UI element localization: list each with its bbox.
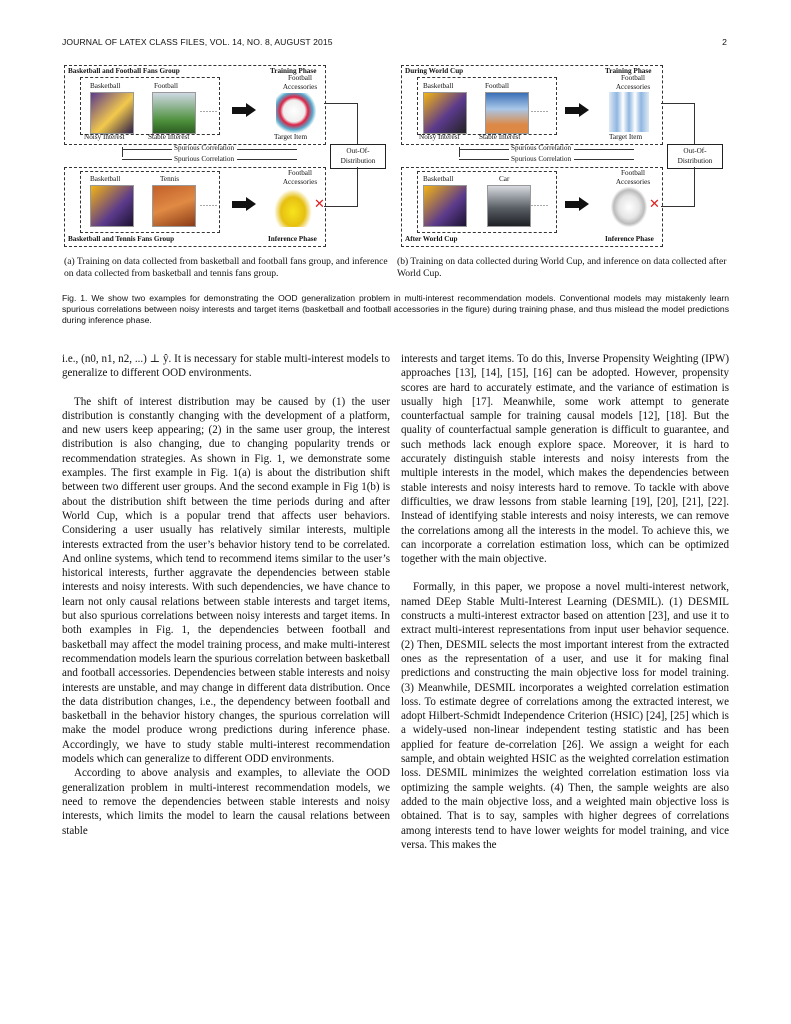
connector bbox=[357, 103, 358, 144]
arrow-head bbox=[246, 197, 256, 211]
inf-other-label: Car bbox=[499, 175, 510, 183]
noisy-interest-label: Noisy Interest bbox=[419, 133, 460, 141]
connector bbox=[324, 206, 358, 207]
basketball-label: Basketball bbox=[90, 82, 121, 90]
connector bbox=[574, 159, 634, 160]
target-item-label: Target Item bbox=[274, 133, 308, 141]
basketball-image bbox=[90, 92, 134, 134]
journal-title: JOURNAL OF LATEX CLASS FILES, VOL. 14, NO. 8, AUGUST 2015 bbox=[62, 37, 333, 47]
target-item-image bbox=[276, 93, 316, 133]
training-phase-label: Training Phase bbox=[270, 67, 317, 75]
inf-other-label: Tennis bbox=[160, 175, 180, 183]
inf-car-image bbox=[487, 185, 531, 227]
arrow-body bbox=[232, 107, 246, 114]
ellipsis: ...... bbox=[531, 105, 549, 114]
connector bbox=[661, 206, 695, 207]
paragraph: The shift of interest distribution may be caused by (1) the user distribution is constantly changing with the development of a platform, and new users keep appearing; (2) in the same user group, the interest distribution is also changing, due to changing popularity trends or recommendation strategies. As shown in Fig. 1, we demonstrate some examples. The first example in Fig. 1(a) is about the distribution shift between two different user groups. And the second example in Fig 1(b) is about the distribution shift between the time periods during and after World Cup, which is a popular trend that affects user behaviors. Considering a user usually has relatively similar interests, multiple interests extracted from the user’s behavior history tend to be correlated. And online systems, which tend to recommend items similar to the user’s historical interests, further aggravate the dependencies between stable interests and noisy interests. With such dependencies, we have chance to learn not only causal relations between stable interests and target items, but also spurious correlations between noisy interests and target items. In both examples in Fig. 1, the dependencies between football and basketball may affect the model training process, and make multi-interest recommendation models learn the spurious correlation between basketball and football accessories. Dependencies between stable interests and noisy interests are unstable, and may change in different data distribution. Once the data distribution changes, i.e., the dependency between football and basketball in the behavior history changes, the spurious correlation will make the model produce wrong predictions during inference phase. Accordingly, we have to study stable multi-interest recommendation models which can generalize to different ODD environments. bbox=[62, 395, 390, 766]
inf-basketball-image bbox=[423, 185, 467, 227]
inference-group-label: Basketball and Tennis Fans Group bbox=[68, 235, 175, 243]
football-label: Football bbox=[154, 82, 178, 90]
arrow-head bbox=[579, 103, 589, 117]
target-label: Football Accessories bbox=[282, 74, 318, 91]
ellipsis: ...... bbox=[200, 199, 218, 208]
noisy-interest-label: Noisy Interest bbox=[84, 133, 125, 141]
connector bbox=[459, 149, 509, 150]
stable-interest-label: Stable Interest bbox=[479, 133, 521, 141]
spurious-correlation-2: Spurious Correlation bbox=[174, 155, 235, 163]
connector bbox=[574, 149, 634, 150]
wrong-prediction-icon: ✕ bbox=[314, 197, 325, 212]
inf-other-image bbox=[152, 185, 196, 227]
figure-caption: Fig. 1. We show two examples for demonstrating the OOD generalization problem in multi-interest recommendation models. Conventional models may mistakenly learn spurious correlations between noisy interests and target items (basketball and football accessories in the figure) during training phase, and thus mislead the model predictions during inference phase. bbox=[62, 293, 729, 326]
target-label: Football Accessories bbox=[615, 74, 651, 91]
inf-target-image bbox=[611, 187, 647, 227]
basketball-label: Basketball bbox=[423, 82, 454, 90]
body-right-column bbox=[401, 352, 729, 852]
inf-basketball-label: Basketball bbox=[90, 175, 121, 183]
inf-target-label: Football Accessories bbox=[282, 169, 318, 186]
connector bbox=[324, 103, 358, 104]
training-phase-label: Training Phase bbox=[605, 67, 652, 75]
inference-phase-label: Inference Phase bbox=[605, 235, 654, 243]
wrong-prediction-icon: ✕ bbox=[649, 197, 660, 212]
arrow-body bbox=[565, 201, 579, 208]
arrow-body bbox=[565, 107, 579, 114]
page-header bbox=[62, 37, 727, 47]
page-number: 2 bbox=[722, 37, 727, 47]
paragraph: According to above analysis and examples, to alleviate the OOD generalization problem in multi-interest recommendation models, we need to remove the dependencies between stable interests and noisy interests, which limits the model to learn the causal relations between stable bbox=[62, 767, 390, 837]
training-group-label: Basketball and Football Fans Group bbox=[68, 67, 180, 75]
target-item-image bbox=[609, 92, 649, 132]
spurious-correlation-1: Spurious Correlation bbox=[511, 144, 572, 152]
football-image bbox=[152, 92, 196, 134]
football-image bbox=[485, 92, 529, 134]
figure-panel-b bbox=[399, 63, 729, 249]
ellipsis: ...... bbox=[200, 105, 218, 114]
connector bbox=[694, 103, 695, 144]
connector bbox=[122, 159, 172, 160]
connector bbox=[237, 159, 297, 160]
inference-phase-label: Inference Phase bbox=[268, 235, 317, 243]
connector bbox=[459, 159, 509, 160]
subcaption-b: (b) Training on data collected during World Cup, and inference on data collected after World Cup. bbox=[397, 256, 727, 279]
connector bbox=[357, 167, 358, 207]
body-left-column bbox=[62, 352, 390, 838]
ood-box: Out-Of-Distribution bbox=[667, 144, 723, 169]
connector bbox=[122, 149, 172, 150]
connector bbox=[661, 103, 695, 104]
training-group-label: During World Cup bbox=[405, 67, 464, 75]
arrow-head bbox=[579, 197, 589, 211]
subcaption-a: (a) Training on data collected from basketball and football fans group, and inference on data collected from basketball and tennis fans group. bbox=[64, 256, 388, 279]
arrow-head bbox=[246, 103, 256, 117]
target-item-label: Target Item bbox=[609, 133, 643, 141]
basketball-image bbox=[423, 92, 467, 134]
connector bbox=[694, 167, 695, 207]
figure-panel-a bbox=[62, 63, 392, 249]
ellipsis: ...... bbox=[531, 199, 549, 208]
paragraph: i.e., (n0, n1, n2, ...) ⊥ ŷ. It is necessary for stable multi-interest models to generalize to different OOD environments. bbox=[62, 353, 390, 380]
inf-basketball-label: Basketball bbox=[423, 175, 454, 183]
spurious-correlation-2: Spurious Correlation bbox=[511, 155, 572, 163]
inference-group-label: After World Cup bbox=[405, 235, 458, 243]
spurious-correlation-1: Spurious Correlation bbox=[174, 144, 235, 152]
paragraph: interests and target items. To do this, Inverse Propensity Weighting (IPW) approaches [13], [14], [15], [16] can be adopted. However, propensity scores are hard to accurately estimate, and the variance of estimation is usually high [17]. Meanwhile, some work attempt to generate counterfactual sample for training causal models [12], [18]. But the quality of counterfactual sample generation is difficult to guarantee, and such methods lack enough explore space. Moreover, it is hard to accurately distinguish stable interests and noisy interests from the multiple interests in the model, which makes the dependencies between stable interests and noisy interests hard to remove. To tackle with above difficulties, we draw lessons from stable learning [19], [20], [21], [22]. Instead of identifying stable interests and noisy interests, we can remove the correlations among all the interests in the model. To achieve this, we can incorporate a correlation estimation loss, which can be optimized together with the main objective. bbox=[401, 353, 729, 566]
stable-interest-label: Stable Interest bbox=[148, 133, 190, 141]
arrow-body bbox=[232, 201, 246, 208]
inf-target-image bbox=[274, 189, 312, 227]
inf-target-label: Football Accessories bbox=[615, 169, 651, 186]
connector bbox=[237, 149, 297, 150]
inf-basketball-image bbox=[90, 185, 134, 227]
football-label: Football bbox=[485, 82, 509, 90]
ood-box: Out-Of-Distribution bbox=[330, 144, 386, 169]
paragraph: Formally, in this paper, we propose a novel multi-interest network, named DEep Stable Multi-Interest Learning (DESMIL). (1) DESMIL constructs a multi-interest extractor based on attention [23], and use it to extract multi-interest representations from input user behavior sequence. (2) Then, DESMIL selects the most important interest from the extracted ones as the representation of a user, and use it for making final predictions and constructing the main objective loss for model training. (3) Meanwhile, DESMIL incorporates a weighted correlation estimation loss. To estimate degree of correlations among the extracted interest, we adopt Hilbert-Schmidt Independence Criterion (HSIC) [24], [25] which is a widely-used non-linear independent testing statistic and has been applied for feature de-correlation [26]. We assign a weight for each sample, and obtain weighted HSIC as the weighted correlation estimation loss. DESMIL minimizes the weighted correlation estimation loss via optimizing the sample weights. (4) Then, the sample weights are also added to the main objective loss, and a weighted main objective loss is obtained. That is to say, samples with higher degrees of correlations among interests tend to have lower weights for model training, and vice versa. This makes the bbox=[401, 581, 729, 851]
